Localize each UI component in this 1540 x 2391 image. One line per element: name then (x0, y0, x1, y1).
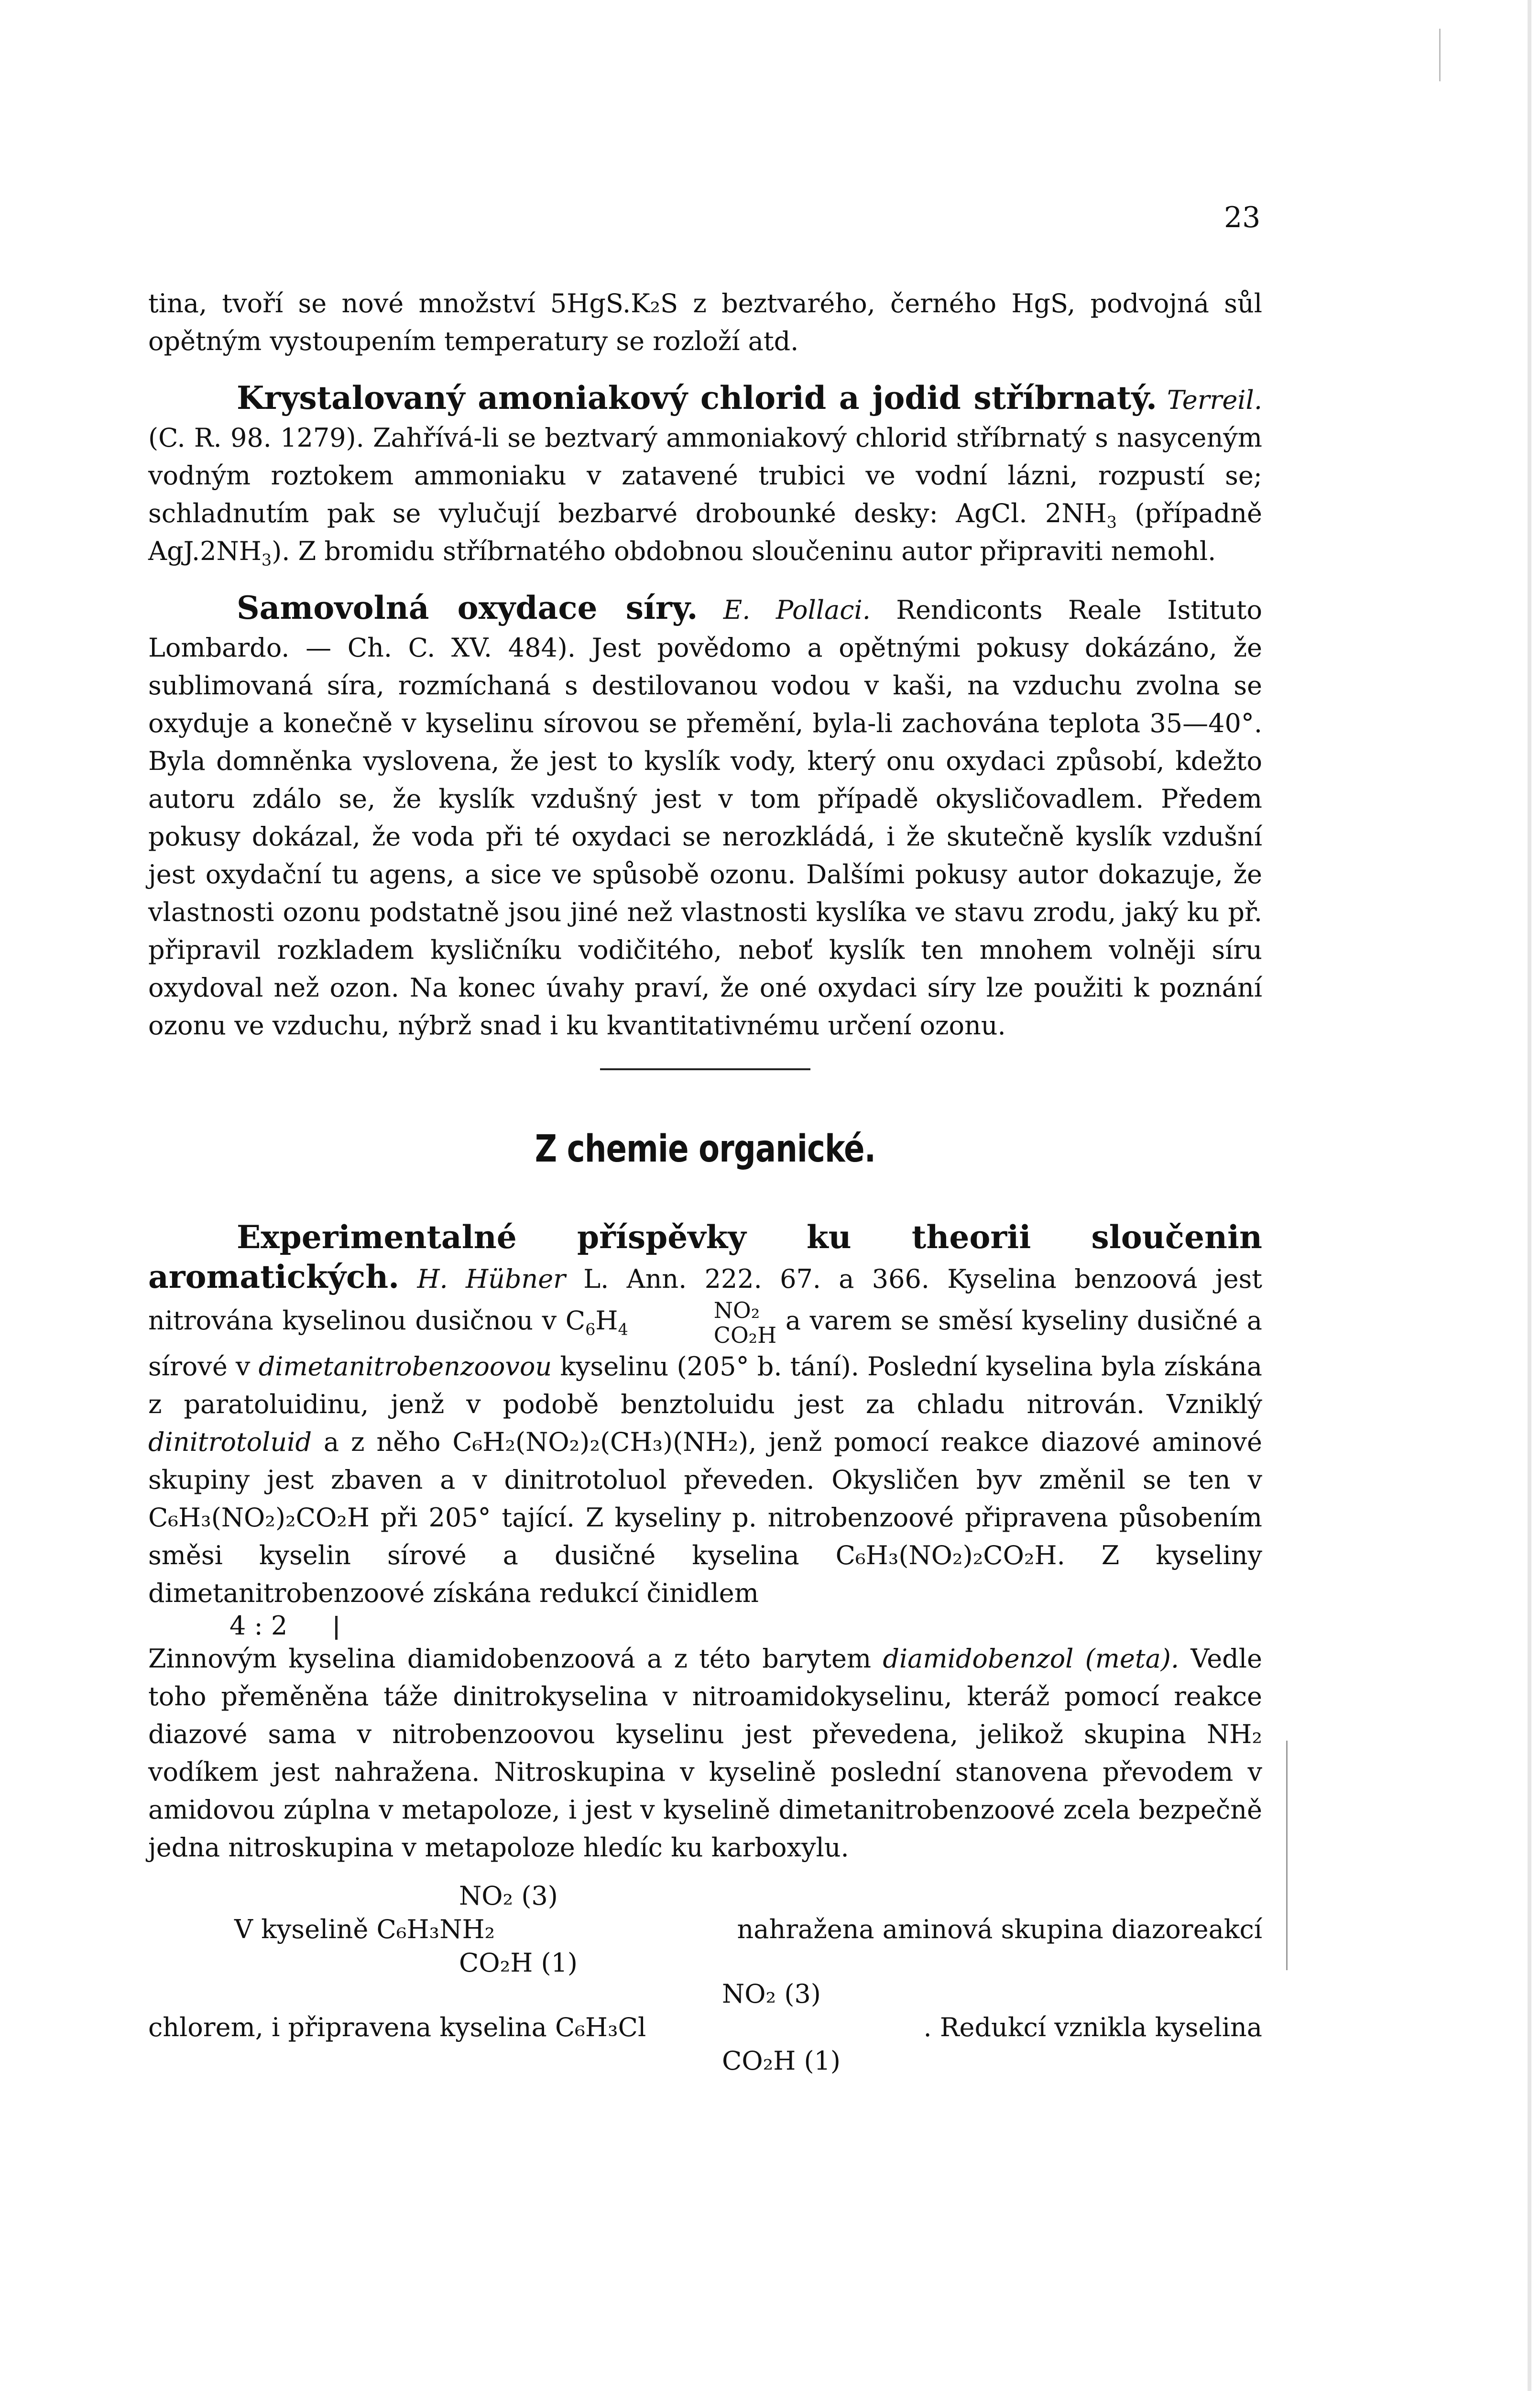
article-text: (C. R. 98. 1279). Zahřívá-li se beztvarý ammoniakový chlorid stříbrnatý s nasyceným vodným roztokem ammoniaku v zatavené trubici ve vodní lázni, rozpustí se; schladnutím pak se vylučují bezbarvé drobounké desky: AgCl. (148, 423, 1262, 528)
article-text: L. Ann. 222. 67. a 366. Kyselina benzoová jest nitrována kyselinou dusičnou v C (148, 1264, 1262, 1336)
article-title: Krystalovaný amoniakový chlorid a jodid stříbrnatý. (237, 379, 1157, 417)
subscript: 6 (585, 1320, 596, 1339)
subscript: 3 (261, 550, 272, 570)
article-text: a varem se směsí kyseliny dusičné (776, 1305, 1238, 1336)
article-author: H. Hübner (417, 1264, 566, 1294)
formula-text: (případně AgJ.2NH (148, 498, 1263, 566)
ratio-annotation (148, 1612, 1262, 1640)
scan-artifact (1439, 29, 1441, 81)
page-number: 23 (1224, 201, 1261, 234)
formula-left: V kyselině C₆H₃NH₂ (234, 1914, 495, 1944)
compound-name: dinitrotoluid (148, 1427, 312, 1457)
subscript: 4 (618, 1320, 628, 1339)
formula-right: nahražena aminová skupina diazoreakcí (737, 1914, 1262, 1944)
ratio-mark (335, 1616, 338, 1640)
article-author: E. Pollaci. (723, 595, 871, 625)
compound-name: diamidobenzol (meta). (883, 1644, 1179, 1674)
section-heading: Z chemie organické. (535, 1128, 876, 1171)
compound-name: dimetanitrobenzoovou (258, 1351, 552, 1382)
article-text: ). Z bromidu stříbrnatého obdobnou sloučeninu autor připraviti nemohl. (272, 536, 1216, 566)
formula-middle (148, 1914, 1262, 1944)
section-divider (600, 1068, 810, 1070)
ratio-text: 4 : 2 (229, 1611, 288, 1641)
stack-bottom: CO₂H (713, 1322, 777, 1348)
page-edge-shadow (1528, 0, 1531, 2391)
article-text: Rendiconts Reale Istituto Lombardo. — Ch. C. XV. 484). Jest povědomo a opětnými pokusy dokázáno, že sublimovaná síra, rozmíchaná s destilovanou vodou v kaši, na vzduchu zvolna se oxyduje a konečně v kyselinu sírovou se přemění, byla-li zachována teplota 35—40°. Byla domněnka vyslovena, že jest to kyslík vody, který onu oxydaci způsobí, kdežto autoru zdálo se, že kyslík vzdušný jest v tom případě okysličovadlem. Předem pokusy dokázal, že voda při té oxydaci se nerozkládá, i že skutečně kyslík vzdušní jest oxydační tu agens, a sice ve spůsobě ozonu. Dalšími pokusy autor dokazuje, že vlastnosti ozonu podstatně jsou jiné než vlastnosti kyslíka ve stavu zrodu, jaký ku př. připravil rozkladem kysličníku vodičitého, neboť kyslík ten mnohem volněji síru oxydoval než ozon. Na konec úvahy praví, že oné oxydaci síry lze použiti k poznání ozonu ve vzduchu, nýbrž snad i ku kvantitativnému určení ozonu. (148, 595, 1262, 1041)
article-text: a sírové v (148, 1305, 1262, 1382)
formula-chlorobenzoic (148, 1979, 1262, 2077)
article-title: Samovolná oxydace síry. (237, 589, 698, 626)
formula-aminobenzoic (148, 1881, 1262, 1979)
formula-right: . Redukcí vznikla kyselina (923, 2012, 1262, 2042)
formula-top: NO₂ (3) (459, 1881, 558, 1911)
article-hubner (148, 1218, 1262, 1612)
article-text: a z něho C₆H₂(NO₂)₂(CH₃)(NH₂), jenž pomocí reakce diazové aminové skupiny jest zbaven a v dinitrotoluol převeden. Okysličen byv změnil se ten v C₆H₃(NO₂)₂CO₂H při 205° tající. Z kyseliny p. nitrobenzoové připravena působením směsi kyselin sírové a dusičné kyselina C₆H₃(NO₂)₂CO₂H. Z kyseliny dimetanitrobenzoové získána redukcí činidlem (148, 1427, 1262, 1608)
formula-middle (148, 2012, 1262, 2042)
stack-top: NO₂ (713, 1297, 760, 1323)
formula-top: NO₂ (3) (722, 1979, 821, 2009)
article-hubner-cont (148, 1640, 1262, 1866)
article-text: Vedle toho přeměněna táže dinitrokyselina v nitroamidokyselinu, kteráž pomocí reakce diazové sama v nitrobenzoovou kyselinu jest převedena, jelikož skupina NH₂ vodíkem jest nahražena. Nitroskupina v kyselině poslední stanovena převodem v amidovou zúplna v metapoloze, i jest v kyselině dimetanitrobenzoové zcela bezpečně jedna nitroskupina v metapoloze hledíc ku karboxylu. (148, 1644, 1262, 1863)
subscript: 3 (1106, 513, 1117, 532)
formula-bottom: CO₂H (1) (459, 1948, 578, 1978)
article-title: Experimentalné příspěvky ku theorii sloučenin aromatických. (148, 1218, 1262, 1295)
article-text: Zinnovým kyselina diamidobenzoová a z této barytem (148, 1644, 883, 1674)
formula-left: chlorem, i připravena kyselina C₆H₃Cl (148, 2012, 646, 2042)
paragraph-continuation: tina, tvoří se nové množství 5HgS.K₂S z beztvarého, černého HgS, podvojná sůl opětným vystoupením temperatury se rozloží atd. (148, 288, 1262, 356)
article-terreil (148, 379, 1262, 570)
article-text: kyselinu (205° b. tání). Poslední kyselina byla získána z paratoluidinu, jenž v podobě benztoluidu jest za chladu nitrován. Vzniklý (148, 1351, 1262, 1419)
formula-text: H (595, 1305, 618, 1336)
article-pollaci (148, 589, 1262, 1044)
formula-text: 2NH (1045, 498, 1107, 528)
article-author: Terreil. (1167, 385, 1262, 415)
substituent-stack (625, 1298, 776, 1348)
formula-bottom: CO₂H (1) (722, 2046, 841, 2076)
text-column (148, 285, 1262, 2077)
margin-line (1286, 1741, 1288, 1970)
